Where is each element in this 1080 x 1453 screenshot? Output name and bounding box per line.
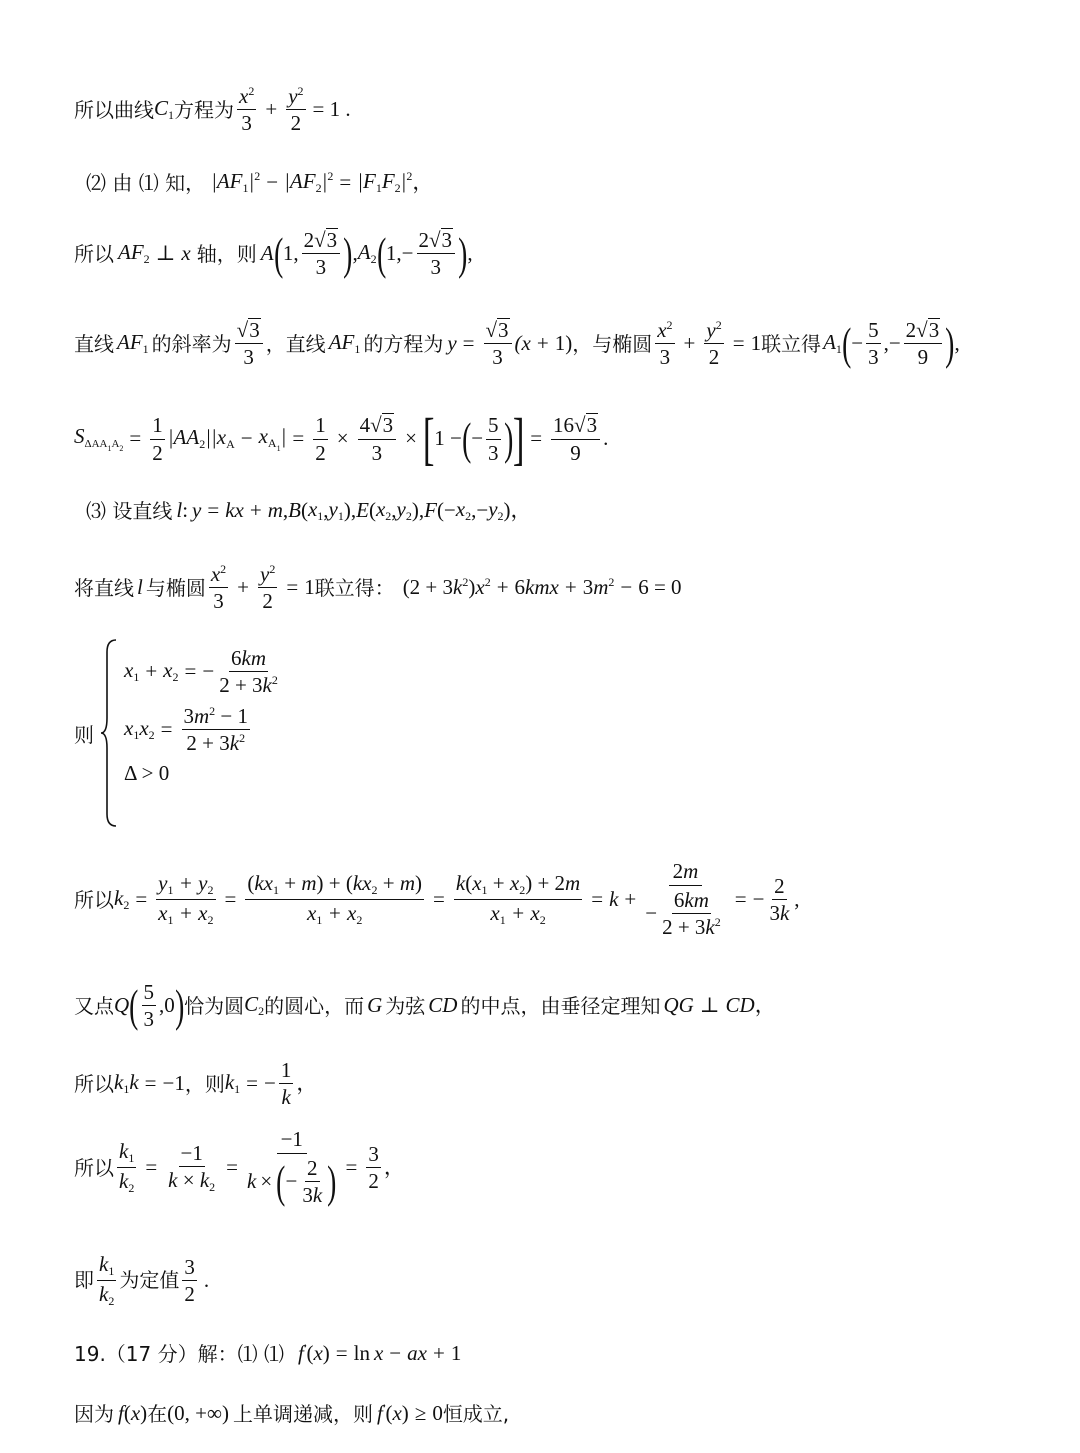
line-constant: 即 $\frac{k_1}{k_2}$ 为定值 $\frac{3}{2}$ . [74,1252,210,1308]
line-af1-slope: 直线 $AF_1$ 的斜率为 √ 3 3 ，直线 $AF_1$ 的方程为 y = √ 3 3 (x + 1) ，与椭圆 $\frac{x^2}{3}$ + $\frac{y^2}{2}$ = 1 联立得 $A_1$ ( − $\frac{5}{3}$ ,− 2 √ 3 9 ) , [74,317,960,370]
line-q19: 19.（17 分）解：⑴ ⑴ f ′( x ) = ln x − ax + 1 [74,1341,462,1366]
line-af2-perp: 所以 $AF_2$ ⊥ x 轴，则 A ( 1, 2 √ 3 3 ) , $A_2$ ( 1,− 2 √ 3 3 ) , [74,227,473,280]
line-part3-start: ⑶ 设直线 l : y = kx + m , B ( $x_1$ , $y_1$ ), E ( $x_2$ , $y_2$ ), F (− $x_2$ ,− $y_2$ )， [86,497,532,523]
line-curve-equation: 所以曲线 $C_1$ 方程为 $\frac{x^2}{3}$ + $\frac{y^2}{2}$ = 1 . [74,84,351,136]
line-k1k: 所以 $k_1k$ = −1 ，则 $k_1$ = − $\frac{1}{k}$ ， [74,1058,318,1110]
line-k2: 所以 $k_2$ = $\frac{y_1 + y_2}{x_1 + x_2}$ = $\frac{(kx_1 + m) + (kx_2 + m)}{x_1 + x_2}$ = $\frac{k(x_1 + x_2) + 2m}{x_1 + x_2}$ = k + 2m − $\frac{6km}{2 + 3k^2}$ = − $\frac{2}{3k}$ , [74,859,800,940]
line-area: $S_{\Delta AA_1A_2}$ = $\frac{1}{2}$ $|AA_2||x_A$ − $x_{A_1}|$ = $\frac{1}{2}$ × 4 √ 3 3 × [ 1 − ( − $\frac{5}{3}$ ) ] = 16 √ 3 9 . [74,406,609,471]
left-brace-icon [100,638,118,828]
line-simultaneous: 将直线 l 与椭圆 $\frac{x^2}{3}$ + $\frac{y^2}{2}$ = 1 联立得： (2 + 3 k $^2$) x $^2$ + 6 kmx + 3 m $^2$ − 6 = 0 [74,562,682,614]
line-part2-start: ⑵ 由 ⑴ 知， $|AF_1|^2$ − $|AF_2|^2$ = $|F_1F_2|^2$ ， [86,169,434,195]
line-ratio: 所以 $\frac{k_1}{k_2}$ = $\frac{-1}{k \times k_2}$ = −1 k × ( − $\frac{2}{3k}$ ) = $\frac{3}{2}$ ， [74,1127,405,1208]
line-monotonic: 因为 f ( x ) 在 (0, +∞) 上单调递减，则 f ′( x ) ≥ 0 恒成立, [74,1401,510,1426]
equation-system: 则 $x_1$ + $x_2$ = − $\frac{6km}{2 + 3k^2}$ $x_1x_2$ = $\frac{3m^2 - 1}{2 + 3k^2}$ Δ > 0 [74,638,283,828]
line-point-q: 又点 Q ( $\frac{5}{3}$ ,0 ) 恰为圆 $C_2$ 的圆心，而 G 为弦 CD 的中点，由垂径定理知 QG ⊥ CD ， [74,979,776,1032]
